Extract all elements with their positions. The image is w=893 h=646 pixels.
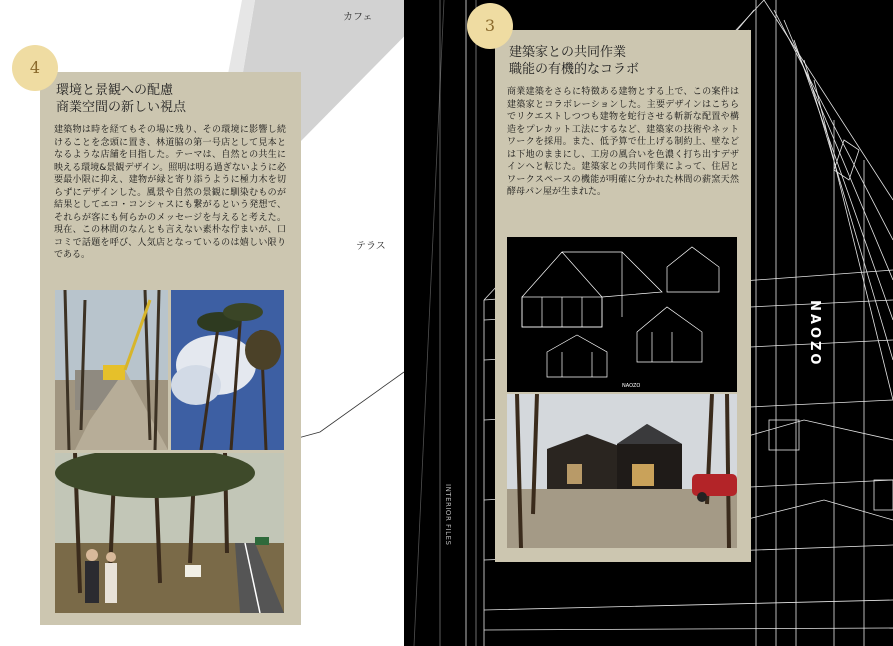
drawing-caption: NAOZO — [622, 383, 641, 389]
card4-title — [56, 82, 186, 116]
photo-pine-trees-sky — [171, 290, 284, 450]
terrace-label: テラス — [356, 241, 386, 252]
card4-title-line2: 商業空間の新しい視点 — [56, 100, 187, 115]
cafe-label: カフェ — [343, 12, 373, 23]
spread-side-subtitle: INTERIOR FILES — [444, 484, 452, 546]
card4-title-line1: 環境と景観への配慮 — [56, 83, 174, 98]
photo-construction-site — [55, 290, 168, 450]
card3-body-text: 商業建築をさらに特徴ある建物とする上で、この案件は建築家とコラボレーションした。主要デザインはこちらでリクエストしつつも建物を蛇行させる斬新な配置や構造をプレカット工法にするなど、建築家の技術やネットワークを採用。また、低予算で仕上げる制約上、壁などは下地のままにし、工房の風合いを色濃く打ち出すデザインへと転じた。建築家との共同作業によって、住居とワークスペースの機能が明確に分かれた林間の薪窯天然酵母パン屋が生まれた。 — [507, 87, 739, 197]
card3-number-badge: 3 — [467, 3, 513, 49]
card4-body-text: 建築物は時を経てもその場に残り、その環境に影響し続けることを念頭に置き、林道脇の第一号店として見本となるような店舗を目指した。テーマは、自然との共生に映える環境&景観デザイン。照明は明る過ぎないように必要最小限に抑え、建物が緑と寄り添うように極力木を切らずにデザインした。風景や自然の景観に馴染むものが結果としてエコ・コンシャスにも繋がるという発想で、それらが客にも何らかのメッセージを与えると考えた。現在、この林間のなんとも言えない素朴な佇まいが、口コミで話題を呼び、人気店となっているのは嬉しい限りである。 — [54, 125, 286, 260]
photo-forest-roadside — [55, 453, 284, 613]
card3-title-line1: 建築家との共同作業 — [509, 45, 627, 60]
photo-finished-building — [507, 394, 737, 548]
spread-side-title: NAOZO — [807, 300, 822, 368]
card-collaboration — [495, 30, 751, 562]
card-environment — [40, 72, 301, 625]
card3-title-line2: 職能の有機的なコラボ — [509, 62, 640, 77]
image-3d-wireframe-models — [507, 237, 737, 392]
card4-number-badge: 4 — [12, 45, 58, 91]
card3-title — [509, 44, 639, 78]
